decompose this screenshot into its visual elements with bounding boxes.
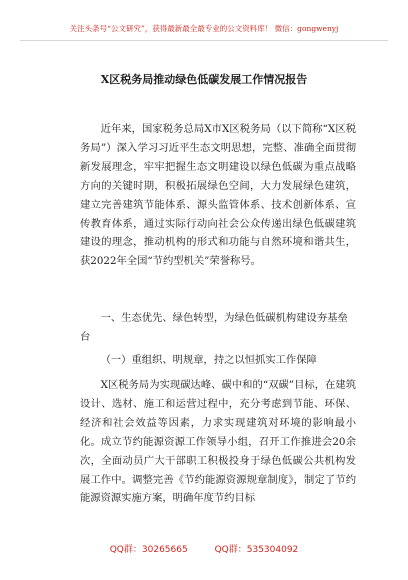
section-heading: 一、生态优先、绿色转型，为绿色低碳机构建设夯基垒台 (80, 312, 348, 343)
qq-group-2: QQ群：535304092 (214, 545, 299, 555)
promo-banner: 关注头条号“公文研究”，获得最新最全最专业的公文资料库！ 微信：gongwenyj (69, 24, 339, 33)
intro-paragraph: 近年来，国家税务总局X市X区税务局（以下简称“X区税务局”）深入学习习近平生态文明思想，完整、准确全面贯彻新发展理念，牢牢把握生态文明建设以绿色低碳为重点战略方向的关键时期，积极拓展绿色空间，大力发展绿色建筑，建立完善建筑节能体系、源头监管体系、技术创新体系、宣传教育体系，通过实际行动向社会公众传递出绿色低碳建筑建设的理念，推动机构的形式和功能与自然环境和谐共生，获2022年全国“节约型机关”荣誉称号。 (80, 123, 356, 268)
footer-contact (0, 544, 408, 556)
header-divider (20, 40, 388, 41)
subsection-heading: （一）重组织、明规章，持之以恒抓实工作保障 (100, 354, 317, 366)
subsection-paragraph: X区税务局为实现碳达峰、碳中和的“双碳”目标，在建筑设计、选材、施工和运营过程中，充分考虑到节能、环保、经济和社会效益等因素，力求实现建筑对环境的影响最小化。成立节约能源资源工作领导小组，召开工作推进会20余次，全面动员广大干部职工积极投身于绿色低碳公共机构发展工作中。调整完善《节约能源资源规章制度》，制定了节约能源资源实施方案，明确年度节约目标 (80, 379, 356, 505)
document-title: X区税务局推动绿色低碳发展工作情况报告 (100, 73, 308, 86)
qq-group-1: QQ群：30265665 (109, 545, 188, 555)
